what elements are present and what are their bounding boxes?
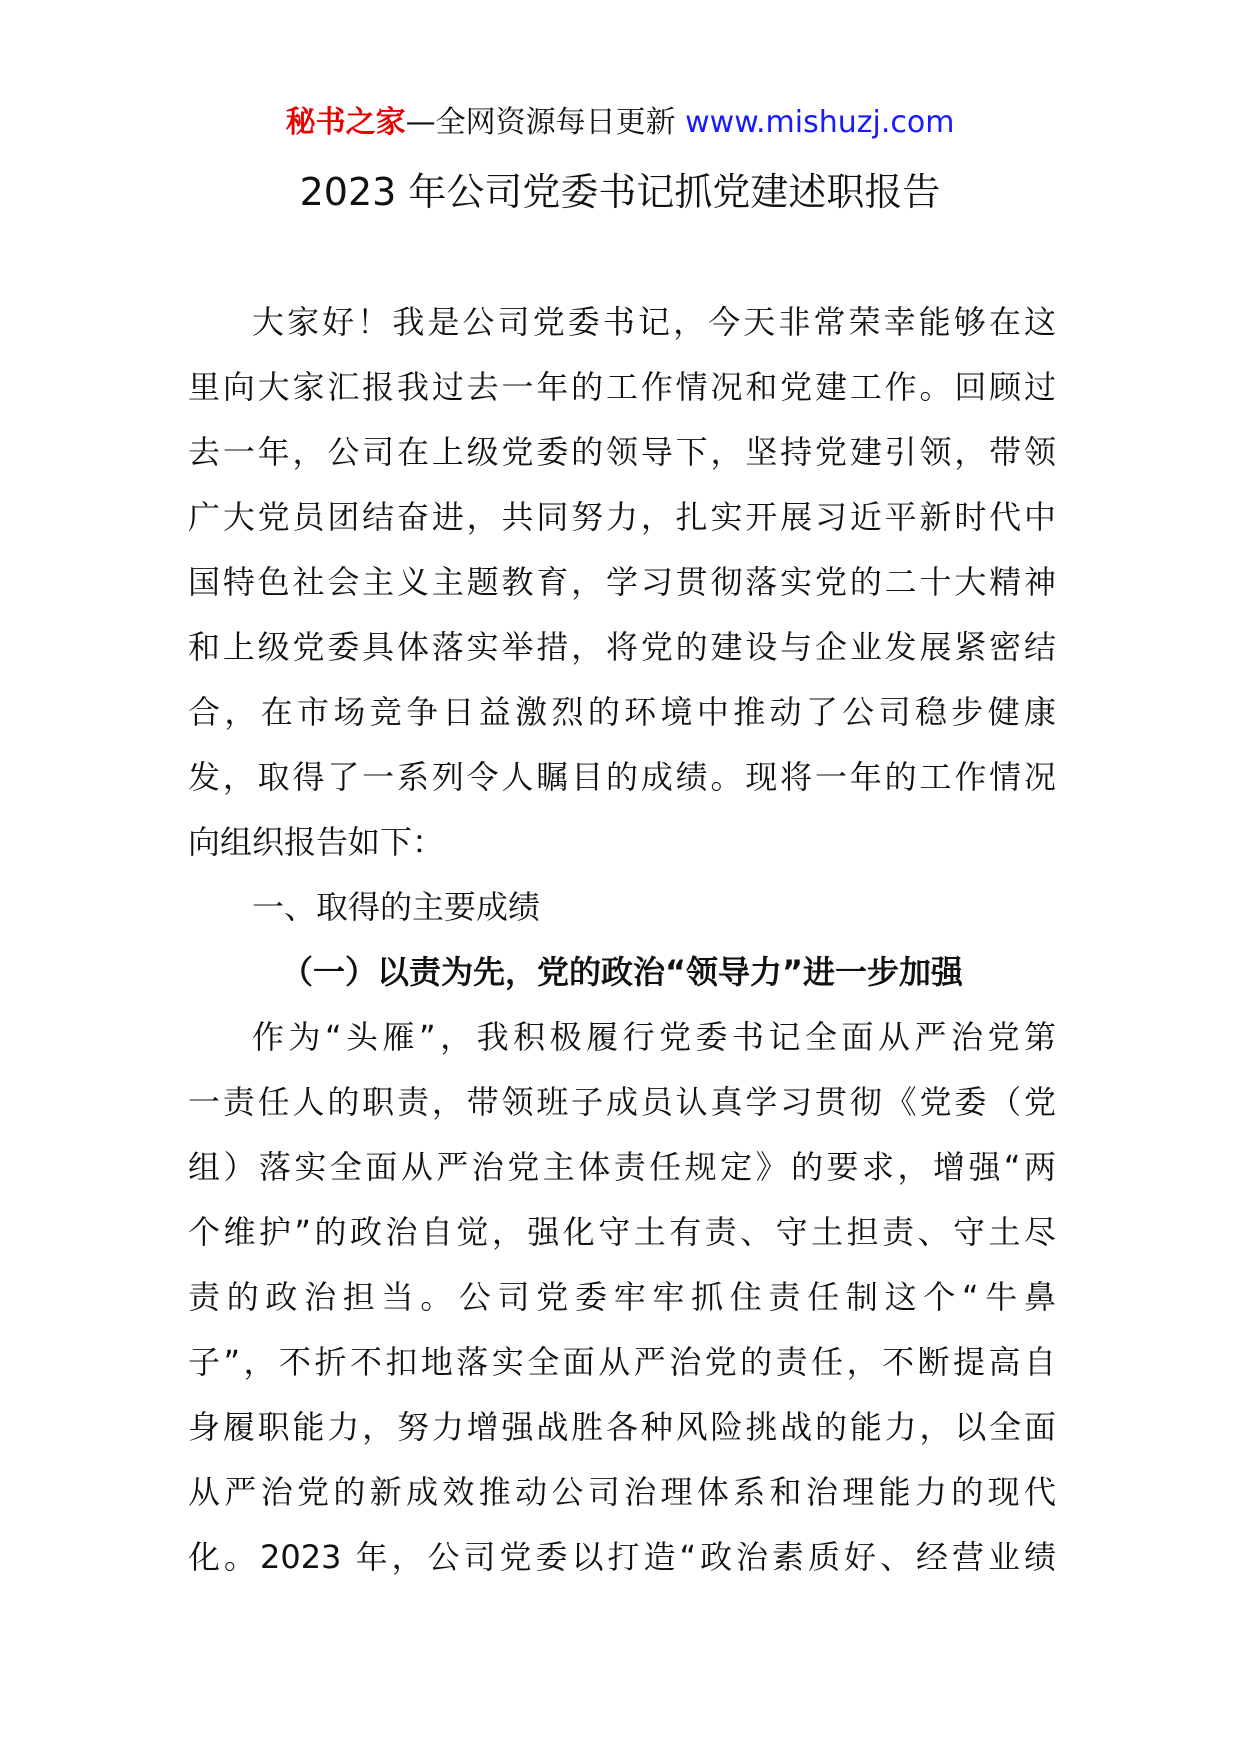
body-line: 大家好！我是公司党委书记，今天非常荣幸能够在这 xyxy=(252,303,1056,341)
body-line: 向组织报告如下： xyxy=(188,823,445,861)
body-line: 国特色社会主义主题教育，学习贯彻落实党的二十大精神 xyxy=(188,563,1056,601)
body-line: 身履职能力，努力增强战胜各种风险挑战的能力，以全面 xyxy=(188,1408,1056,1446)
body-line: 广大党员团结奋进，共同努力，扎实开展习近平新时代中 xyxy=(188,498,1056,536)
body-line: 作为“头雁”，我积极履行党委书记全面从严治党第 xyxy=(252,1018,1056,1056)
body-line: 个维护”的政治自觉，强化守土有责、守土担责、守土尽 xyxy=(188,1213,1056,1251)
body-line: 化。2023 年，公司党委以打造“政治素质好、经营业绩 xyxy=(188,1538,1056,1576)
body-line: 里向大家汇报我过去一年的工作情况和党建工作。回顾过 xyxy=(188,368,1056,406)
subsection-heading: （一）以责为先，党的政治“领导力”进一步加强 xyxy=(280,953,964,991)
body-line: 从严治党的新成效推动公司治理体系和治理能力的现代 xyxy=(188,1473,1056,1511)
body-line: 去一年，公司在上级党委的领导下，坚持党建引领，带领 xyxy=(188,433,1056,471)
site-tagline: —全网资源每日更新 xyxy=(405,105,686,140)
section-heading: 一、取得的主要成绩 xyxy=(252,888,541,926)
body-line: 一责任人的职责，带领班子成员认真学习贯彻《党委（党 xyxy=(188,1083,1056,1121)
body-line: 责的政治担当。公司党委牢牢抓住责任制这个“牛鼻 xyxy=(188,1278,1056,1316)
document-body xyxy=(188,290,1056,1590)
site-url[interactable]: www.mishuzj.com xyxy=(685,105,955,140)
body-line: 和上级党委具体落实举措，将党的建设与企业发展紧密结 xyxy=(188,628,1056,666)
body-line: 组）落实全面从严治党主体责任规定》的要求，增强“两 xyxy=(188,1148,1056,1186)
document-title: 2023 年公司党委书记抓党建述职报告 xyxy=(299,170,941,214)
body-line: 发，取得了一系列令人瞩目的成绩。现将一年的工作情况 xyxy=(188,758,1056,796)
site-brand: 秘书之家 xyxy=(285,105,406,140)
body-line: 合，在市场竞争日益激烈的环境中推动了公司稳步健康 xyxy=(188,693,1056,731)
body-line: 子”，不折不扣地落实全面从严治党的责任，不断提高自 xyxy=(188,1343,1056,1381)
site-header xyxy=(0,98,1240,148)
